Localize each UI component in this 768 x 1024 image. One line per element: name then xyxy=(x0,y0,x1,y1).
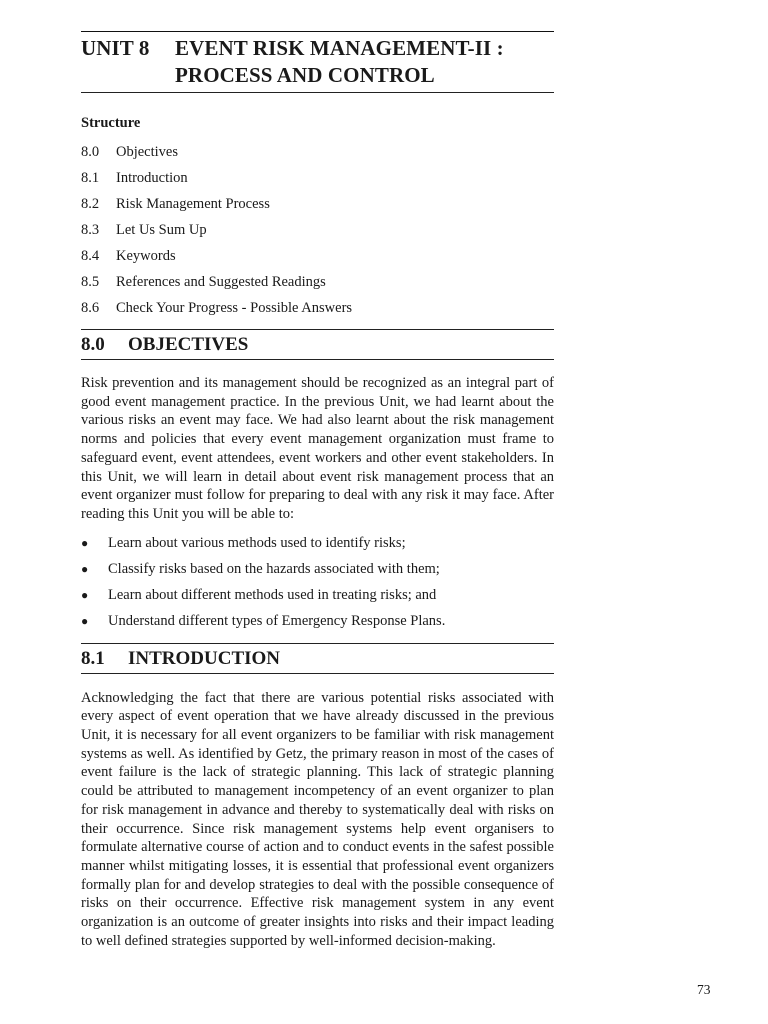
bullet-item: ● Learn about various methods used to identify risks; xyxy=(81,530,554,556)
introduction-paragraph: Acknowledging the fact that there are various potential risks associated with every aspect of event operation that we have already discussed in the previous Unit, it is necessary for all event organizers to be familiar with risk management systems as well. As identified by Getz, the primary reason in most of the cases of event failure is the lack of strategic planning. This lack of strategic planning could be attributed to management incompetency of an event organizer to plan for risk management in advance and thereby to systematically deal with risks on their occurrence. Since risk management systems help event organisers to formulate alternative course of action and to conduct events in the safest possible manner whilst mitigating losses, it is essential that professional event organizers formally plan for and develop strategies to deal with the possible consequence of risks on their occurrence. Effective risk management system in any event organization is an outcome of greater insights into risks and their impact leading to well defined strategies supported by well-informed decision-making. xyxy=(81,689,554,949)
bullet-icon: ● xyxy=(81,535,89,550)
bullet-icon: ● xyxy=(81,613,89,628)
unit-number: UNIT 8 xyxy=(81,36,150,60)
objectives-bullet-list xyxy=(81,530,554,634)
toc-item: 8.2 Risk Management Process xyxy=(81,196,270,212)
section-title: INTRODUCTION xyxy=(128,647,281,669)
title-bottom-rule xyxy=(81,92,554,93)
objectives-bottom-rule xyxy=(81,359,554,360)
bullet-item: ● Learn about different methods used in treating risks; and xyxy=(81,582,554,608)
bullet-item: ● Understand different types of Emergency Response Plans. xyxy=(81,608,554,634)
section-title: OBJECTIVES xyxy=(128,334,249,355)
structure-list xyxy=(81,139,554,321)
toc-item: 8.5 References and Suggested Readings xyxy=(81,274,326,290)
introduction-heading xyxy=(81,644,554,673)
bullet-icon: ● xyxy=(81,561,89,576)
section-number: 8.1 xyxy=(81,647,105,669)
introduction-bottom-rule xyxy=(81,673,554,674)
objectives-heading xyxy=(81,330,554,359)
toc-item: 8.3 Let Us Sum Up xyxy=(81,222,207,238)
section-number: 8.0 xyxy=(81,334,105,355)
bullet-icon: ● xyxy=(81,587,89,602)
toc-item: 8.0 Objectives xyxy=(81,144,179,160)
unit-title-line-2: PROCESS AND CONTROL xyxy=(175,63,435,87)
unit-title xyxy=(81,32,554,92)
unit-title-line-1: EVENT RISK MANAGEMENT-II : xyxy=(175,36,504,60)
toc-item: 8.6 Check Your Progress - Possible Answers xyxy=(81,300,353,316)
page-number: 73 xyxy=(697,982,711,997)
toc-item: 8.4 Keywords xyxy=(81,248,176,264)
structure-heading: Structure xyxy=(81,115,141,131)
bullet-item: ● Classify risks based on the hazards associated with them; xyxy=(81,556,554,582)
toc-item: 8.1 Introduction xyxy=(81,170,188,186)
page-content xyxy=(81,0,554,950)
objectives-paragraph: Risk prevention and its management should be recognized as an integral part of good event management practice. In the previous Unit, we had learnt about the various risks an event may face. We had also learnt about the risk management norms and policies that every event management organization must frame to safeguard event, event attendees, event workers and other event stakeholders. In this Unit, we will learn in detail about event risk management process that an event organizer must follow for preparing to deal with any risk it may face. After reading this Unit you will be able to: xyxy=(81,375,554,522)
